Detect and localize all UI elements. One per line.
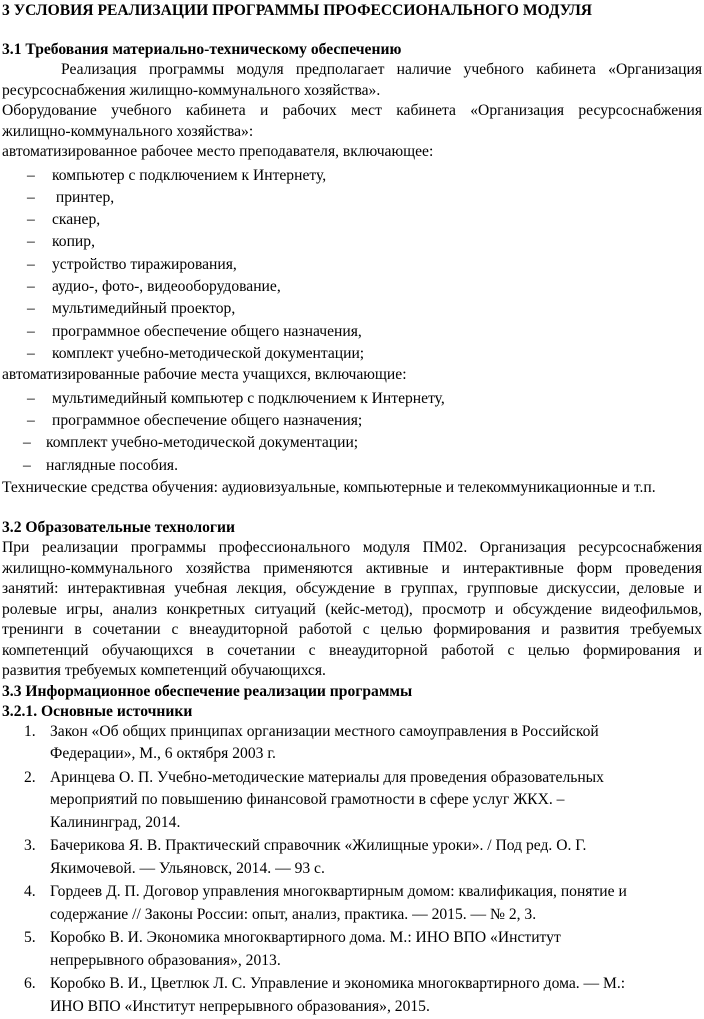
para-1-line-2: ресурсоснабжения жилищно-коммунального хозяйства». xyxy=(2,81,381,99)
teacher-equipment-list xyxy=(2,165,704,366)
reference-item: 1. Закон «Об общих принципах организации местного самоуправления в Российской Федерации», М., 6 октября 2003 г. xyxy=(24,722,599,763)
list-item: – программное обеспечение общего назначения; xyxy=(27,411,363,429)
paragraph-line: развития требуемых компетенций обучающихся. xyxy=(2,662,326,680)
student-workplaces-intro: автоматизированные рабочие места учащихся, включающие: xyxy=(2,366,407,384)
paragraph-line: тренинги в сочетании с внеаудиторной работой с целью формирования и развития требуемых xyxy=(2,621,702,639)
list-item: – копир, xyxy=(27,233,95,251)
para-2-line-2: жилищно-коммунального хозяйства»: xyxy=(2,122,254,140)
spacer xyxy=(2,498,704,518)
paragraph-line: занятий: интерактивная учебная лекция, обсуждение в группах, групповые дискуссии, деловые и xyxy=(2,580,702,598)
paragraph-line: жилищно-коммунального хозяйства применяются активные и интерактивные форм проведения xyxy=(2,559,702,577)
paragraph-line: компетенций обучающихся в сочетании с внеаудиторной работой с целью формирования и xyxy=(2,641,702,659)
list-item: – комплект учебно-методической документации; xyxy=(23,434,359,452)
reference-item: 5. Коробко В. И. Экономика многоквартирного дома. М.: ИНО ВПО «Институт непрерывного образования», 2013. xyxy=(24,929,561,969)
section-3-1-heading: 3.1 Требования материально-техническому обеспечению xyxy=(2,41,402,58)
list-item: – комплект учебно-методической документации; xyxy=(27,344,365,362)
list-item: – аудио-, фото-, видеооборудование, xyxy=(27,277,281,295)
paragraph-line: ролевые игры, анализ конкретных ситуаций (кейс-метод), просмотр и обсуждение видеофильмов, xyxy=(2,600,702,618)
reference-item: 3. Бачерикова Я. В. Практический справочник «Жилищные уроки». / Под ред. О. Г. Якимочевой. — Ульяновск, 2014. — 93 с. xyxy=(24,837,587,878)
student-equipment-list xyxy=(2,388,704,477)
subsection-3-2-1-heading: 3.2.1. Основные источники xyxy=(2,702,193,720)
reference-item: 4. Гордеев Д. П. Договор управления многоквартирным домом: квалификация, понятие и содержание // Законы России: опыт, анализ, практика. — 2015. — № 2, 3. xyxy=(24,883,627,923)
list-item: – компьютер с подключением к Интернету, xyxy=(27,166,327,184)
list-item: – принтер, xyxy=(27,188,115,206)
reference-item: 6. Коробко В. И., Цветлюк Л. С. Управление и экономика многоквартирного дома. — М.: ИНО ВПО «Институт непрерывного образования», 2015. xyxy=(24,975,626,1015)
list-item: – наглядные пособия. xyxy=(23,456,178,474)
reference-item: 2. Аринцева О. П. Учебно-методические материалы для проведения образовательных мероприятий по повышению финансовой грамотности в сфере услуг ЖКХ. – Калининград, 2014. xyxy=(24,768,604,832)
para-1-line-1: Реализация программы модуля предполагает наличие учебного кабинета «Организация xyxy=(61,61,702,78)
list-item: – сканер, xyxy=(27,211,101,229)
technical-means-text: Технические средства обучения: аудиовизуальные, компьютерные и телекоммуникационные и т.п. xyxy=(2,478,656,496)
para-2-line-1: Оборудование учебного кабинета и рабочих мест кабинета «Организация ресурсоснабжения xyxy=(2,102,702,119)
paragraph-line: При реализации программы профессионального модуля ПМ02. Организация ресурсоснабжения xyxy=(2,539,702,557)
spacer xyxy=(2,21,704,40)
list-item: – мультимедийный компьютер с подключением к Интернету, xyxy=(27,389,445,407)
section-3-3-heading: 3.3 Информационное обеспечение реализации программы xyxy=(2,682,413,700)
list-item: – мультимедийный проектор, xyxy=(27,300,236,318)
section-3-2-heading: 3.2 Образовательные технологии xyxy=(2,519,235,537)
list-item: – программное обеспечение общего назначения, xyxy=(27,322,362,340)
references-list xyxy=(2,721,704,1019)
document-title: 3 УСЛОВИЯ РЕАЛИЗАЦИИ ПРОГРАММЫ ПРОФЕССИОНАЛЬНОГО МОДУЛЯ xyxy=(2,2,593,19)
teacher-workplace-intro: автоматизированное рабочее место преподавателя, включающее: xyxy=(2,143,434,160)
section-3-2-paragraph xyxy=(2,538,704,682)
list-item: – устройство тиражирования, xyxy=(27,255,237,273)
